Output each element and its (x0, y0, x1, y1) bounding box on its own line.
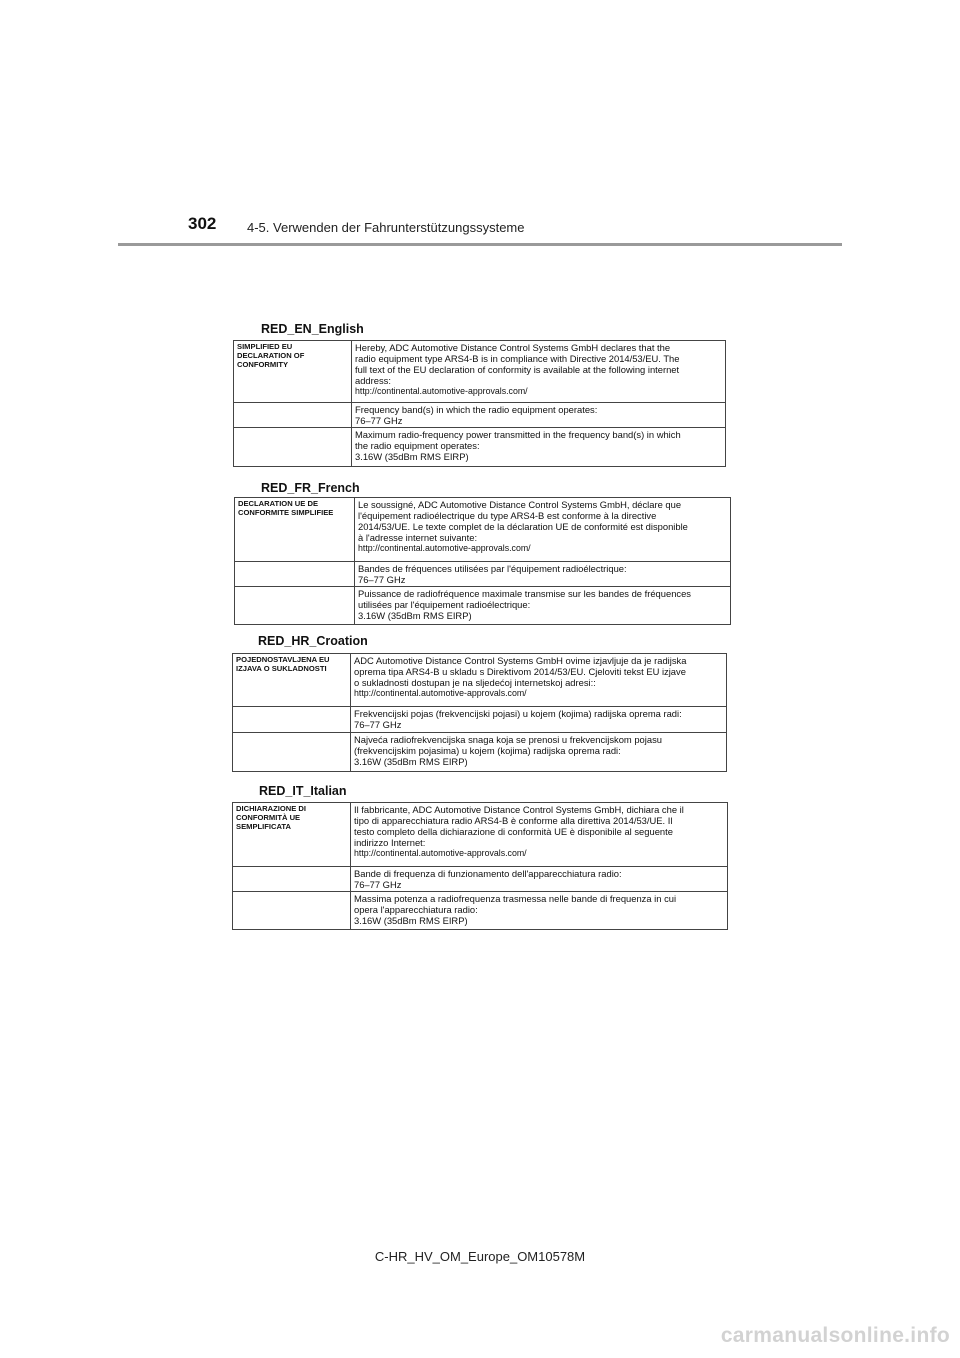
row-label: DICHIARAZIONE DI CONFORMITÀ UE SEMPLIFICATA (233, 803, 351, 867)
row-content (351, 803, 728, 867)
row-label: POJEDNOSTAVLJENA EU IZJAVA O SUKLADNOSTI (233, 654, 351, 707)
text-line: o sukladnosti dostupan je na sljedećoj internetskoj adresi:: (354, 677, 596, 688)
row-content (352, 341, 726, 403)
row-content (351, 892, 728, 930)
row-label (233, 707, 351, 733)
text-line: Hereby, ADC Automotive Distance Control Systems GmbH declares that the (355, 342, 671, 353)
row-content (352, 428, 726, 467)
text-line: opera l'apparecchiatura radio: (354, 904, 478, 915)
text-line: Il fabbricante, ADC Automotive Distance Control Systems GmbH, dichiara che il (354, 804, 684, 815)
row-content (355, 562, 731, 587)
approval-url: http://continental.automotive-approvals.com/ (355, 386, 528, 396)
row-content (355, 587, 731, 625)
approval-url: http://continental.automotive-approvals.com/ (358, 543, 531, 553)
text-line: Le soussigné, ADC Automotive Distance Control Systems GmbH, déclare que (358, 499, 682, 510)
declaration-table-en (233, 340, 726, 467)
text-line: Frequency band(s) in which the radio equipment operates: (355, 404, 598, 415)
row-label (233, 892, 351, 930)
text-line: tipo di apparecchiatura radio ARS4-B è conforme alla direttiva 2014/53/UE. Il (354, 815, 673, 826)
page-number: 302 (188, 214, 217, 233)
text-line: (frekvencijskim pojasima) u kojem (kojima) radijska oprema radi: (354, 745, 621, 756)
table-row (235, 587, 731, 625)
row-label (234, 428, 352, 467)
header-divider (118, 243, 842, 246)
table-row (233, 654, 727, 707)
text-line: utilisées par l'équipement radioélectrique: (358, 599, 531, 610)
text-line: Najveća radiofrekvencijska snaga koja se prenosi u frekvencijskom pojasu (354, 734, 662, 745)
text-line: l'équipement radioélectrique du type ARS4-B est conforme à la directive (358, 510, 657, 521)
row-label: DECLARATION UE DE CONFORMITE SIMPLIFIEE (235, 498, 355, 562)
table-row (233, 803, 728, 867)
section-title-it: RED_IT_Italian (259, 784, 347, 798)
chapter-title: 4-5. Verwenden der Fahrunterstützungssysteme (247, 220, 525, 235)
declaration-table-fr (234, 497, 731, 625)
section-title-en: RED_EN_English (261, 322, 364, 336)
text-line: indirizzo Internet: (354, 837, 426, 848)
table-row (235, 562, 731, 587)
declaration-table-it (232, 802, 728, 930)
text-line: 76–77 GHz (354, 719, 402, 730)
text-line: 3.16W (35dBm RMS EIRP) (354, 915, 468, 926)
table-row (234, 403, 726, 428)
row-content (352, 403, 726, 428)
text-line: radio equipment type ARS4-B is in compliance with Directive 2014/53/EU. The (355, 353, 680, 364)
table-row (234, 341, 726, 403)
row-label: SIMPLIFIED EU DECLARATION OF CONFORMITY (234, 341, 352, 403)
table-row (233, 733, 727, 772)
text-line: à l'adresse internet suivante: (358, 532, 478, 543)
text-line: 76–77 GHz (354, 879, 402, 890)
text-line: oprema tipa ARS4-B u skladu s Direktivom 2014/53/EU. Cjeloviti tekst EU izjave (354, 666, 686, 677)
text-line: testo completo della dichiarazione di conformità UE è disponibile al seguente (354, 826, 673, 837)
row-content (351, 733, 727, 772)
row-label (235, 562, 355, 587)
watermark: carmanualsonline.info (720, 1324, 950, 1347)
text-line: the radio equipment operates: (355, 440, 480, 451)
row-content (351, 707, 727, 733)
row-content (351, 867, 728, 892)
text-line: Maximum radio-frequency power transmitted in the frequency band(s) in which (355, 429, 681, 440)
row-label (233, 733, 351, 772)
row-label (234, 403, 352, 428)
text-line: address: (355, 375, 391, 386)
table-row (233, 707, 727, 733)
document-id: C-HR_HV_OM_Europe_OM10578M (374, 1249, 586, 1264)
table-row (234, 428, 726, 467)
section-title-fr: RED_FR_French (261, 481, 360, 495)
text-line: Frekvencijski pojas (frekvencijski pojasi) u kojem (kojima) radijska oprema radi: (354, 708, 682, 719)
row-content (355, 498, 731, 562)
row-label (233, 867, 351, 892)
text-line: Puissance de radiofréquence maximale transmise sur les bandes de fréquences (358, 588, 691, 599)
text-line: 3.16W (35dBm RMS EIRP) (358, 610, 472, 621)
approval-url: http://continental.automotive-approvals.com/ (354, 848, 527, 858)
approval-url: http://continental.automotive-approvals.com/ (354, 688, 527, 698)
row-content (351, 654, 727, 707)
text-line: Bande di frequenza di funzionamento dell'apparecchiatura radio: (354, 868, 622, 879)
text-line: 3.16W (35dBm RMS EIRP) (355, 451, 469, 462)
text-line: ADC Automotive Distance Control Systems GmbH ovime izjavljuje da je radijska (354, 655, 687, 666)
text-line: full text of the EU declaration of conformity is available at the following internet (355, 364, 680, 375)
text-line: Bandes de fréquences utilisées par l'équipement radioélectrique: (358, 563, 627, 574)
text-line: Massima potenza a radiofrequenza trasmessa nelle bande di frequenza in cui (354, 893, 677, 904)
section-title-hr: RED_HR_Croation (258, 634, 368, 648)
text-line: 2014/53/UE. Le texte complet de la déclaration UE de conformité est disponible (358, 521, 688, 532)
text-line: 76–77 GHz (358, 574, 406, 585)
table-row (233, 867, 728, 892)
row-label (235, 587, 355, 625)
table-row (235, 498, 731, 562)
table-row (233, 892, 728, 930)
text-line: 76–77 GHz (355, 415, 403, 426)
declaration-table-hr (232, 653, 727, 772)
text-line: 3.16W (35dBm RMS EIRP) (354, 756, 468, 767)
